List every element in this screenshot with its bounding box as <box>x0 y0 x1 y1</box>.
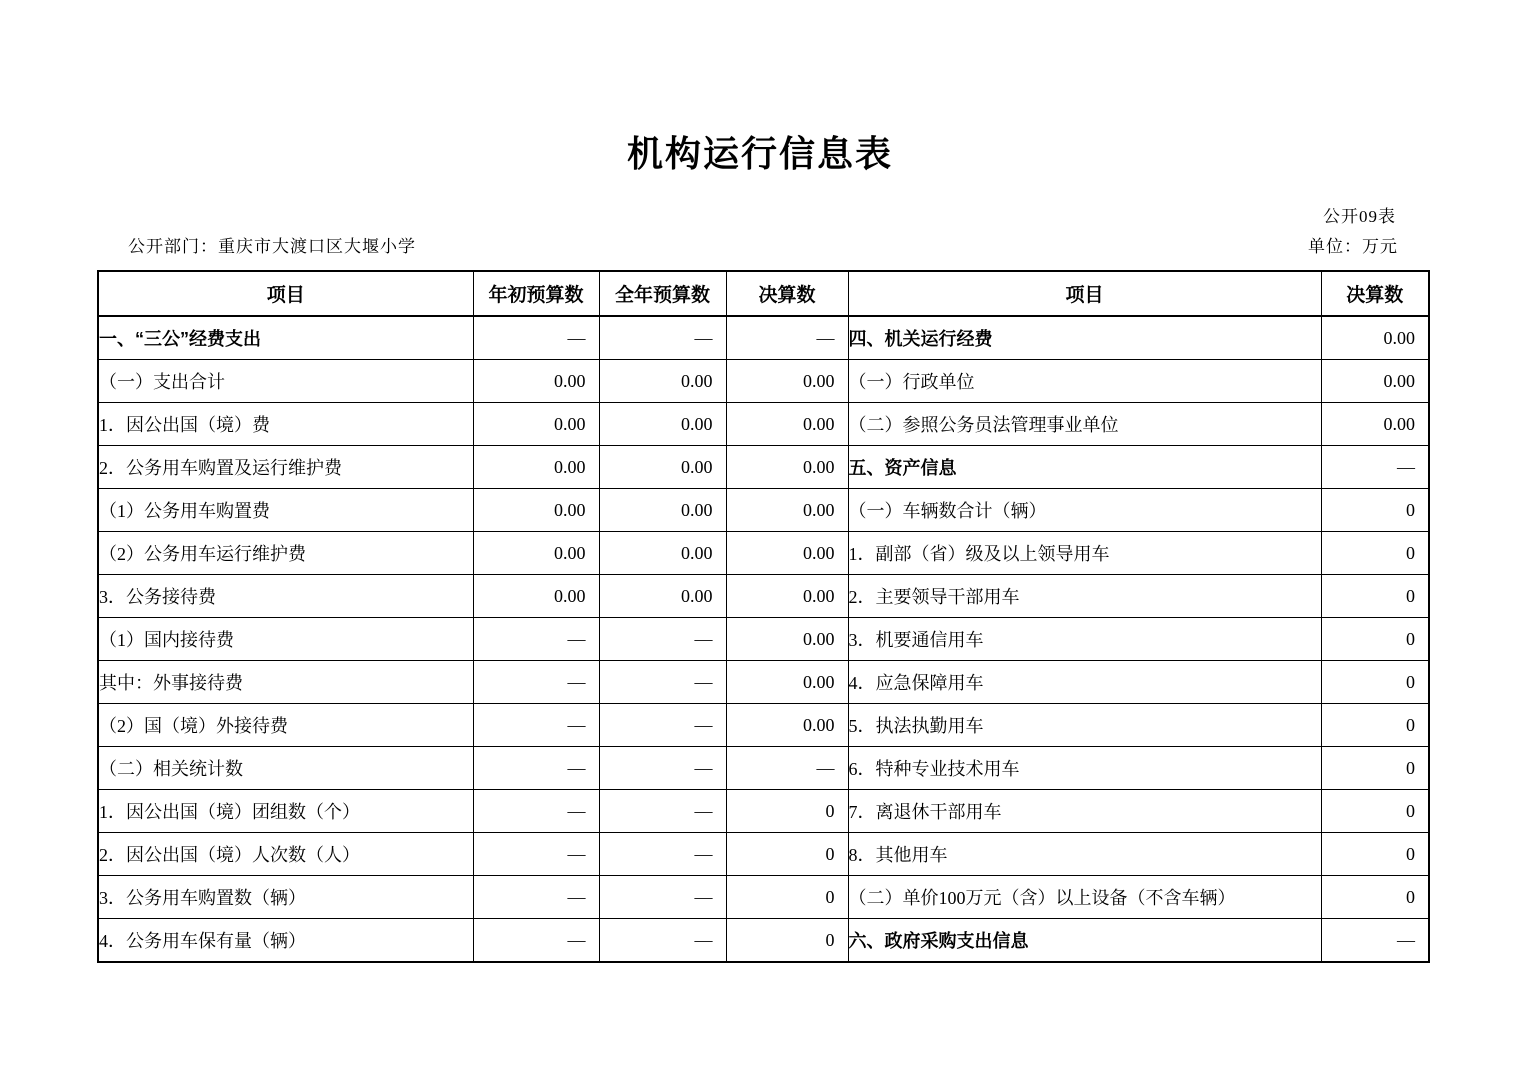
row-item-label: 一、“三公”经费支出 <box>98 316 473 360</box>
row-value: 0.00 <box>599 532 726 575</box>
table-row <box>98 790 1429 833</box>
table-row <box>98 876 1429 919</box>
table-row <box>98 532 1429 575</box>
row-value: 0.00 <box>599 489 726 532</box>
row-item-label: （二）相关统计数 <box>98 747 473 790</box>
row-value: 0 <box>1321 876 1429 919</box>
row-item-label: 5．执法执勤用车 <box>848 704 1321 747</box>
table-row <box>98 618 1429 661</box>
col-header-final-accounts-right: 决算数 <box>1321 271 1429 316</box>
unit-label: 单位：万元 <box>1308 237 1398 256</box>
table-row <box>98 919 1429 963</box>
form-number-label: 公开09表 <box>1323 207 1396 226</box>
row-value: 0.00 <box>726 704 848 747</box>
table-row <box>98 489 1429 532</box>
meta-row <box>128 232 1398 257</box>
row-item-label: （二）单价100万元（含）以上设备（不含车辆） <box>848 876 1321 919</box>
row-value: 0.00 <box>726 446 848 489</box>
row-item-label: （一）行政单位 <box>848 360 1321 403</box>
row-value: — <box>599 661 726 704</box>
row-value: 0.00 <box>599 360 726 403</box>
row-item-label: 1．因公出国（境）团组数（个） <box>98 790 473 833</box>
row-item-label: （一）支出合计 <box>98 360 473 403</box>
row-value: 0.00 <box>726 575 848 618</box>
row-item-label: （1）公务用车购置费 <box>98 489 473 532</box>
col-header-final-accounts-left: 决算数 <box>726 271 848 316</box>
row-item-label: 2．因公出国（境）人次数（人） <box>98 833 473 876</box>
row-value: 0 <box>726 833 848 876</box>
row-value: 0 <box>726 876 848 919</box>
row-value: — <box>473 661 599 704</box>
row-value: 0 <box>726 919 848 963</box>
row-value: — <box>726 316 848 360</box>
row-value: 0 <box>1321 747 1429 790</box>
row-value: — <box>473 747 599 790</box>
table-row <box>98 661 1429 704</box>
row-value: — <box>1321 919 1429 963</box>
row-value: — <box>1321 446 1429 489</box>
row-item-label: 3．机要通信用车 <box>848 618 1321 661</box>
row-value: — <box>599 919 726 963</box>
row-item-label: 8．其他用车 <box>848 833 1321 876</box>
row-value: — <box>599 747 726 790</box>
row-item-label: 五、资产信息 <box>848 446 1321 489</box>
table-header-row <box>98 271 1429 316</box>
row-value: — <box>473 919 599 963</box>
row-item-label: 7．离退休干部用车 <box>848 790 1321 833</box>
row-value: 0 <box>1321 661 1429 704</box>
row-item-label: 3．公务接待费 <box>98 575 473 618</box>
row-value: 0 <box>1321 704 1429 747</box>
page-title: 机构运行信息表 <box>626 133 893 174</box>
row-value: 0 <box>1321 575 1429 618</box>
row-value: 0.00 <box>726 532 848 575</box>
row-value: 0.00 <box>1321 403 1429 446</box>
col-header-initial-budget: 年初预算数 <box>473 271 599 316</box>
row-value: — <box>599 704 726 747</box>
row-value: 0 <box>1321 833 1429 876</box>
row-value: 0.00 <box>599 446 726 489</box>
row-value: — <box>473 618 599 661</box>
row-item-label: 2．公务用车购置及运行维护费 <box>98 446 473 489</box>
row-value: — <box>473 833 599 876</box>
table-row <box>98 360 1429 403</box>
row-item-label: 1．副部（省）级及以上领导用车 <box>848 532 1321 575</box>
col-header-full-year-budget: 全年预算数 <box>599 271 726 316</box>
row-value: 0 <box>1321 532 1429 575</box>
row-value: 0.00 <box>726 360 848 403</box>
row-value: 0.00 <box>473 360 599 403</box>
row-value: 0.00 <box>473 532 599 575</box>
row-value: 0.00 <box>473 575 599 618</box>
row-value: — <box>599 876 726 919</box>
row-item-label: （1）国内接待费 <box>98 618 473 661</box>
row-value: 0.00 <box>599 575 726 618</box>
row-value: 0.00 <box>726 661 848 704</box>
operation-info-table <box>97 270 1430 963</box>
department-label: 公开部门：重庆市大渡口区大堰小学 <box>128 237 416 256</box>
col-header-item-left: 项目 <box>98 271 473 316</box>
row-item-label: （二）参照公务员法管理事业单位 <box>848 403 1321 446</box>
row-value: 0.00 <box>473 489 599 532</box>
row-item-label: 其中：外事接待费 <box>98 661 473 704</box>
row-value: 0.00 <box>1321 360 1429 403</box>
row-item-label: （2）公务用车运行维护费 <box>98 532 473 575</box>
row-value: — <box>473 876 599 919</box>
col-header-item-right: 项目 <box>848 271 1321 316</box>
row-value: 0 <box>726 790 848 833</box>
row-item-label: （2）国（境）外接待费 <box>98 704 473 747</box>
row-value: 0.00 <box>726 618 848 661</box>
row-value: — <box>599 790 726 833</box>
row-item-label: 六、政府采购支出信息 <box>848 919 1321 963</box>
row-item-label: 1．因公出国（境）费 <box>98 403 473 446</box>
row-item-label: 3．公务用车购置数（辆） <box>98 876 473 919</box>
table-row <box>98 446 1429 489</box>
table-row <box>98 704 1429 747</box>
row-value: — <box>473 790 599 833</box>
table-row <box>98 403 1429 446</box>
row-item-label: 四、机关运行经费 <box>848 316 1321 360</box>
table-row <box>98 316 1429 360</box>
row-value: — <box>599 618 726 661</box>
row-value: 0 <box>1321 618 1429 661</box>
row-value: — <box>726 747 848 790</box>
table-row <box>98 575 1429 618</box>
row-item-label: 4．公务用车保有量（辆） <box>98 919 473 963</box>
row-item-label: （一）车辆数合计（辆） <box>848 489 1321 532</box>
row-value: 0.00 <box>726 403 848 446</box>
row-value: 0.00 <box>726 489 848 532</box>
row-value: — <box>599 833 726 876</box>
row-value: — <box>473 316 599 360</box>
row-value: 0.00 <box>473 403 599 446</box>
row-value: 0.00 <box>599 403 726 446</box>
row-value: 0 <box>1321 790 1429 833</box>
row-item-label: 4．应急保障用车 <box>848 661 1321 704</box>
row-value: 0 <box>1321 489 1429 532</box>
row-item-label: 6．特种专业技术用车 <box>848 747 1321 790</box>
row-value: — <box>473 704 599 747</box>
row-value: 0.00 <box>1321 316 1429 360</box>
row-item-label: 2．主要领导干部用车 <box>848 575 1321 618</box>
row-value: 0.00 <box>473 446 599 489</box>
row-value: — <box>599 316 726 360</box>
table-row <box>98 833 1429 876</box>
table-row <box>98 747 1429 790</box>
